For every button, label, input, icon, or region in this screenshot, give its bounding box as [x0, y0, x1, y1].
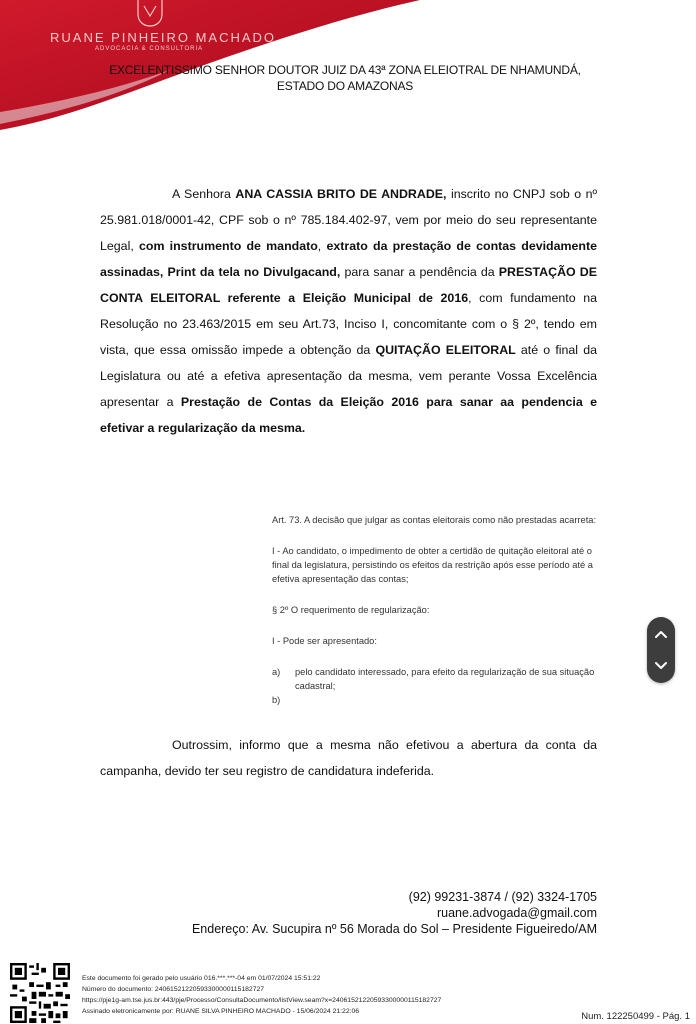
scroll-up-button[interactable] — [647, 621, 675, 649]
citation-item-text: pelo candidato interessado, para efeito da regularização de sua situação cadastral; — [295, 667, 595, 691]
body-text-segment: para sanar a pendência da — [340, 265, 499, 279]
main-paragraph — [100, 181, 597, 441]
closing-paragraph — [100, 732, 597, 784]
body-text-segment: , com fundamento na Resolução no 23.463/2015 em seu Art.73, Inciso I, concomitante com o § 2º, tendo em vista, que essa omissão impede a obtenção da — [100, 291, 598, 357]
contact-address: Endereço: Av. Sucupira nº 56 Morada do Sol – Presidente Figueiredo/AM — [191, 922, 597, 936]
closing-text: Outrossim, informo que a mesma não efetivou a abertura da conta da campanha, devido ter seu registro de candidatura indeferida. — [100, 738, 597, 778]
page-number: Num. 122250499 - Pág. 1 — [581, 1011, 690, 1022]
legal-citation — [272, 513, 598, 707]
citation-paragraph: § 2º O requerimento de regularização: — [272, 605, 430, 615]
logo-subtitle: ADVOCACIA & CONSULTORIA — [95, 46, 204, 52]
body-text-segment: A Senhora — [172, 187, 236, 201]
document-title — [100, 62, 590, 94]
body-bold-segment: com instrumento de mandato — [138, 239, 318, 253]
body-text-segment: até o final da Legislatura ou até a efetiva apresentação da mesma, vem perante Vossa Excelência apresentar a — [100, 343, 597, 409]
body-bold-segment: extrato da prestação de contas devidamente assinadas, Print da tela no Divulgacand, — [100, 239, 598, 279]
title-line-1: EXCELENTISSIMO SENHOR DOUTOR JUIZ DA 43ª ZONA ELEIOTRAL DE NHAMUNDÁ, — [109, 63, 581, 77]
logo-name: RUANE PINHEIRO MACHADO — [50, 30, 277, 45]
body-bold-segment: Prestação de Contas da Eleição 2016 para sanar aa pendencia e efetivar a regularização da mesma. — [100, 395, 597, 435]
client-name: ANA CASSIA BRITO DE ANDRADE, — [235, 187, 447, 201]
body-text-segment: inscrito no CNPJ sob o nº 25.981.018/0001-42, CPF sob o nº 785.184.402-97, vem por meio do seu representante Legal, — [100, 187, 597, 253]
body-bold-segment: PRESTAÇÃO DE CONTA ELEITORAL referente a Eleição Municipal de 2016 — [100, 265, 597, 305]
citation-item-a — [272, 665, 598, 693]
signature-metadata — [82, 973, 441, 1017]
citation-item-label: a) — [272, 667, 281, 677]
citation-article: Art. 73. A decisão que julgar as contas eleitorais como não prestadas acarreta: — [272, 515, 597, 525]
body-bold-segment: QUITAÇÃO ELEITORAL — [375, 343, 516, 357]
footer-line: https://pje1g-am.tse.jus.br:443/pje/Processo/ConsultaDocumento/listView.seam?x=24061521220593300000115182727 — [82, 997, 442, 1004]
body-text-segment: , — [317, 239, 327, 253]
chevron-up-icon — [654, 628, 668, 642]
contact-email: ruane.advogada@gmail.com — [436, 906, 597, 920]
qr-code — [10, 963, 70, 1023]
citation-item-b — [272, 693, 598, 707]
citation-item-label: b) — [272, 695, 281, 705]
footer-line: Número do documento: 24061521220593300000115182727 — [82, 986, 265, 993]
title-line-2: ESTADO DO AMAZONAS — [276, 79, 414, 93]
chevron-down-icon — [654, 658, 668, 672]
contact-block — [192, 889, 597, 937]
footer-line: Este documento foi gerado pelo usuário 016.***.***-04 em 01/07/2024 15:51:22 — [82, 975, 321, 982]
citation-inciso: I - Ao candidato, o impedimento de obter a certidão de quitação eleitoral até o final da legislatura, persistindo os efeitos da restrição após esse período até a efetiva apresentação das contas; — [272, 546, 593, 584]
scroll-controls — [647, 617, 675, 683]
logo-emblem — [132, 0, 168, 28]
scroll-down-button[interactable] — [647, 651, 675, 679]
citation-inciso-2: I - Pode ser apresentado: — [272, 636, 377, 646]
footer-line: Assinado eletronicamente por: RUANE SILVA PINHEIRO MACHADO - 15/06/2024 21:22:06 — [82, 1008, 360, 1015]
contact-phones: (92) 99231-3874 / (92) 3324-1705 — [408, 890, 597, 904]
